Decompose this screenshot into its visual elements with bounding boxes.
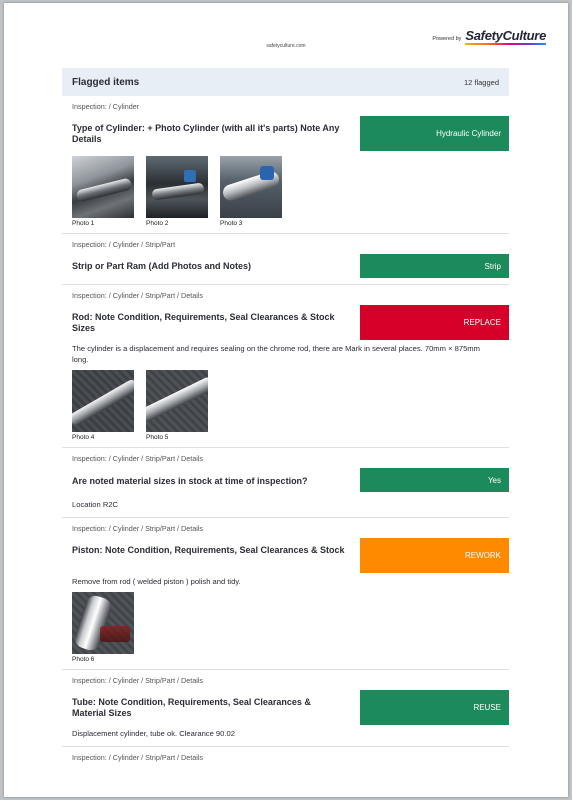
item-note: Remove from rod ( welded piston ) polish and tidy.	[72, 576, 241, 586]
powered-by-logo	[432, 29, 546, 45]
flagged-item	[62, 96, 509, 234]
photo-image	[220, 156, 282, 218]
photo-thumbnail[interactable]	[72, 592, 134, 663]
photo-thumbnail[interactable]	[220, 156, 282, 227]
response-badge: Yes	[360, 468, 509, 492]
section-title: Flagged items	[72, 76, 140, 88]
response-badge: Strip	[360, 254, 509, 278]
response-badge: Hydraulic Cylinder	[360, 116, 509, 151]
response-badge: REWORK	[360, 538, 509, 573]
item-question: Rod: Note Condition, Requirements, Seal Clearances & Stock Sizes	[72, 312, 335, 333]
photo-image	[72, 592, 134, 654]
photo-thumbnail[interactable]	[146, 156, 208, 227]
photo-caption: Photo 3	[220, 220, 243, 227]
photo-thumbnail[interactable]	[146, 370, 208, 441]
safetyculture-logo	[465, 29, 546, 45]
photo-image	[72, 370, 134, 432]
photo-caption: Photo 6	[72, 656, 95, 663]
item-question: Strip or Part Ram (Add Photos and Notes)	[72, 261, 252, 271]
photo-image	[146, 156, 208, 218]
flagged-count: 12 flagged	[463, 77, 499, 87]
flagged-item	[62, 234, 509, 285]
photo-caption: Photo 4	[72, 434, 95, 441]
flagged-item	[62, 285, 509, 448]
item-path: Inspection: / Cylinder	[72, 102, 140, 111]
photo-caption: Photo 2	[146, 220, 169, 227]
flagged-item	[62, 448, 509, 518]
response-badge: REUSE	[360, 690, 509, 725]
photo-caption: Photo 1	[72, 220, 95, 227]
item-question: Tube: Note Condition, Requirements, Seal Clearances & Material Sizes	[72, 697, 311, 718]
logo-text: SafetyCulture	[465, 28, 546, 43]
response-badge: REPLACE	[360, 305, 509, 340]
item-path: Inspection: / Cylinder / Strip/Part / Details	[72, 752, 204, 762]
item-path: Inspection: / Cylinder / Strip/Part / Details	[72, 291, 204, 300]
photo-row	[72, 592, 509, 663]
report-page	[4, 3, 568, 797]
item-path: Inspection: / Cylinder / Strip/Part / Details	[72, 523, 204, 533]
item-path: Inspection: / Cylinder / Strip/Part / Details	[72, 676, 204, 685]
photo-thumbnail[interactable]	[72, 370, 134, 441]
photo-image	[72, 156, 134, 218]
item-question: Type of Cylinder: + Photo Cylinder (with all it's parts) Note Any Details	[72, 123, 340, 144]
flagged-item	[62, 747, 509, 771]
item-question: Are noted material sizes in stock at time of inspection?	[72, 476, 308, 486]
header-url: safetyculture.com	[266, 43, 306, 49]
photo-image	[146, 370, 208, 432]
photo-row	[72, 156, 509, 227]
item-question: Piston: Note Condition, Requirements, Seal Clearances & Stock	[72, 544, 345, 555]
item-path: Inspection: / Cylinder / Strip/Part	[72, 240, 176, 249]
flagged-item	[62, 670, 509, 747]
photo-thumbnail[interactable]	[72, 156, 134, 227]
flagged-item	[62, 518, 509, 671]
photo-caption: Photo 5	[146, 434, 169, 441]
photo-row	[72, 370, 509, 441]
item-note: The cylinder is a displacement and requires sealing on the chrome rod, there are Mark in several places. 70mm × 875mm long.	[72, 344, 480, 364]
powered-by-text: Powered by	[432, 36, 462, 42]
section-header	[62, 68, 509, 96]
flagged-items-section	[62, 68, 509, 771]
item-note: Location R2C	[72, 500, 119, 509]
item-note: Displacement cylinder, tube ok. Clearance 90.02	[72, 729, 235, 738]
logo-underline	[465, 43, 546, 45]
item-path: Inspection: / Cylinder / Strip/Part / Details	[72, 454, 204, 463]
